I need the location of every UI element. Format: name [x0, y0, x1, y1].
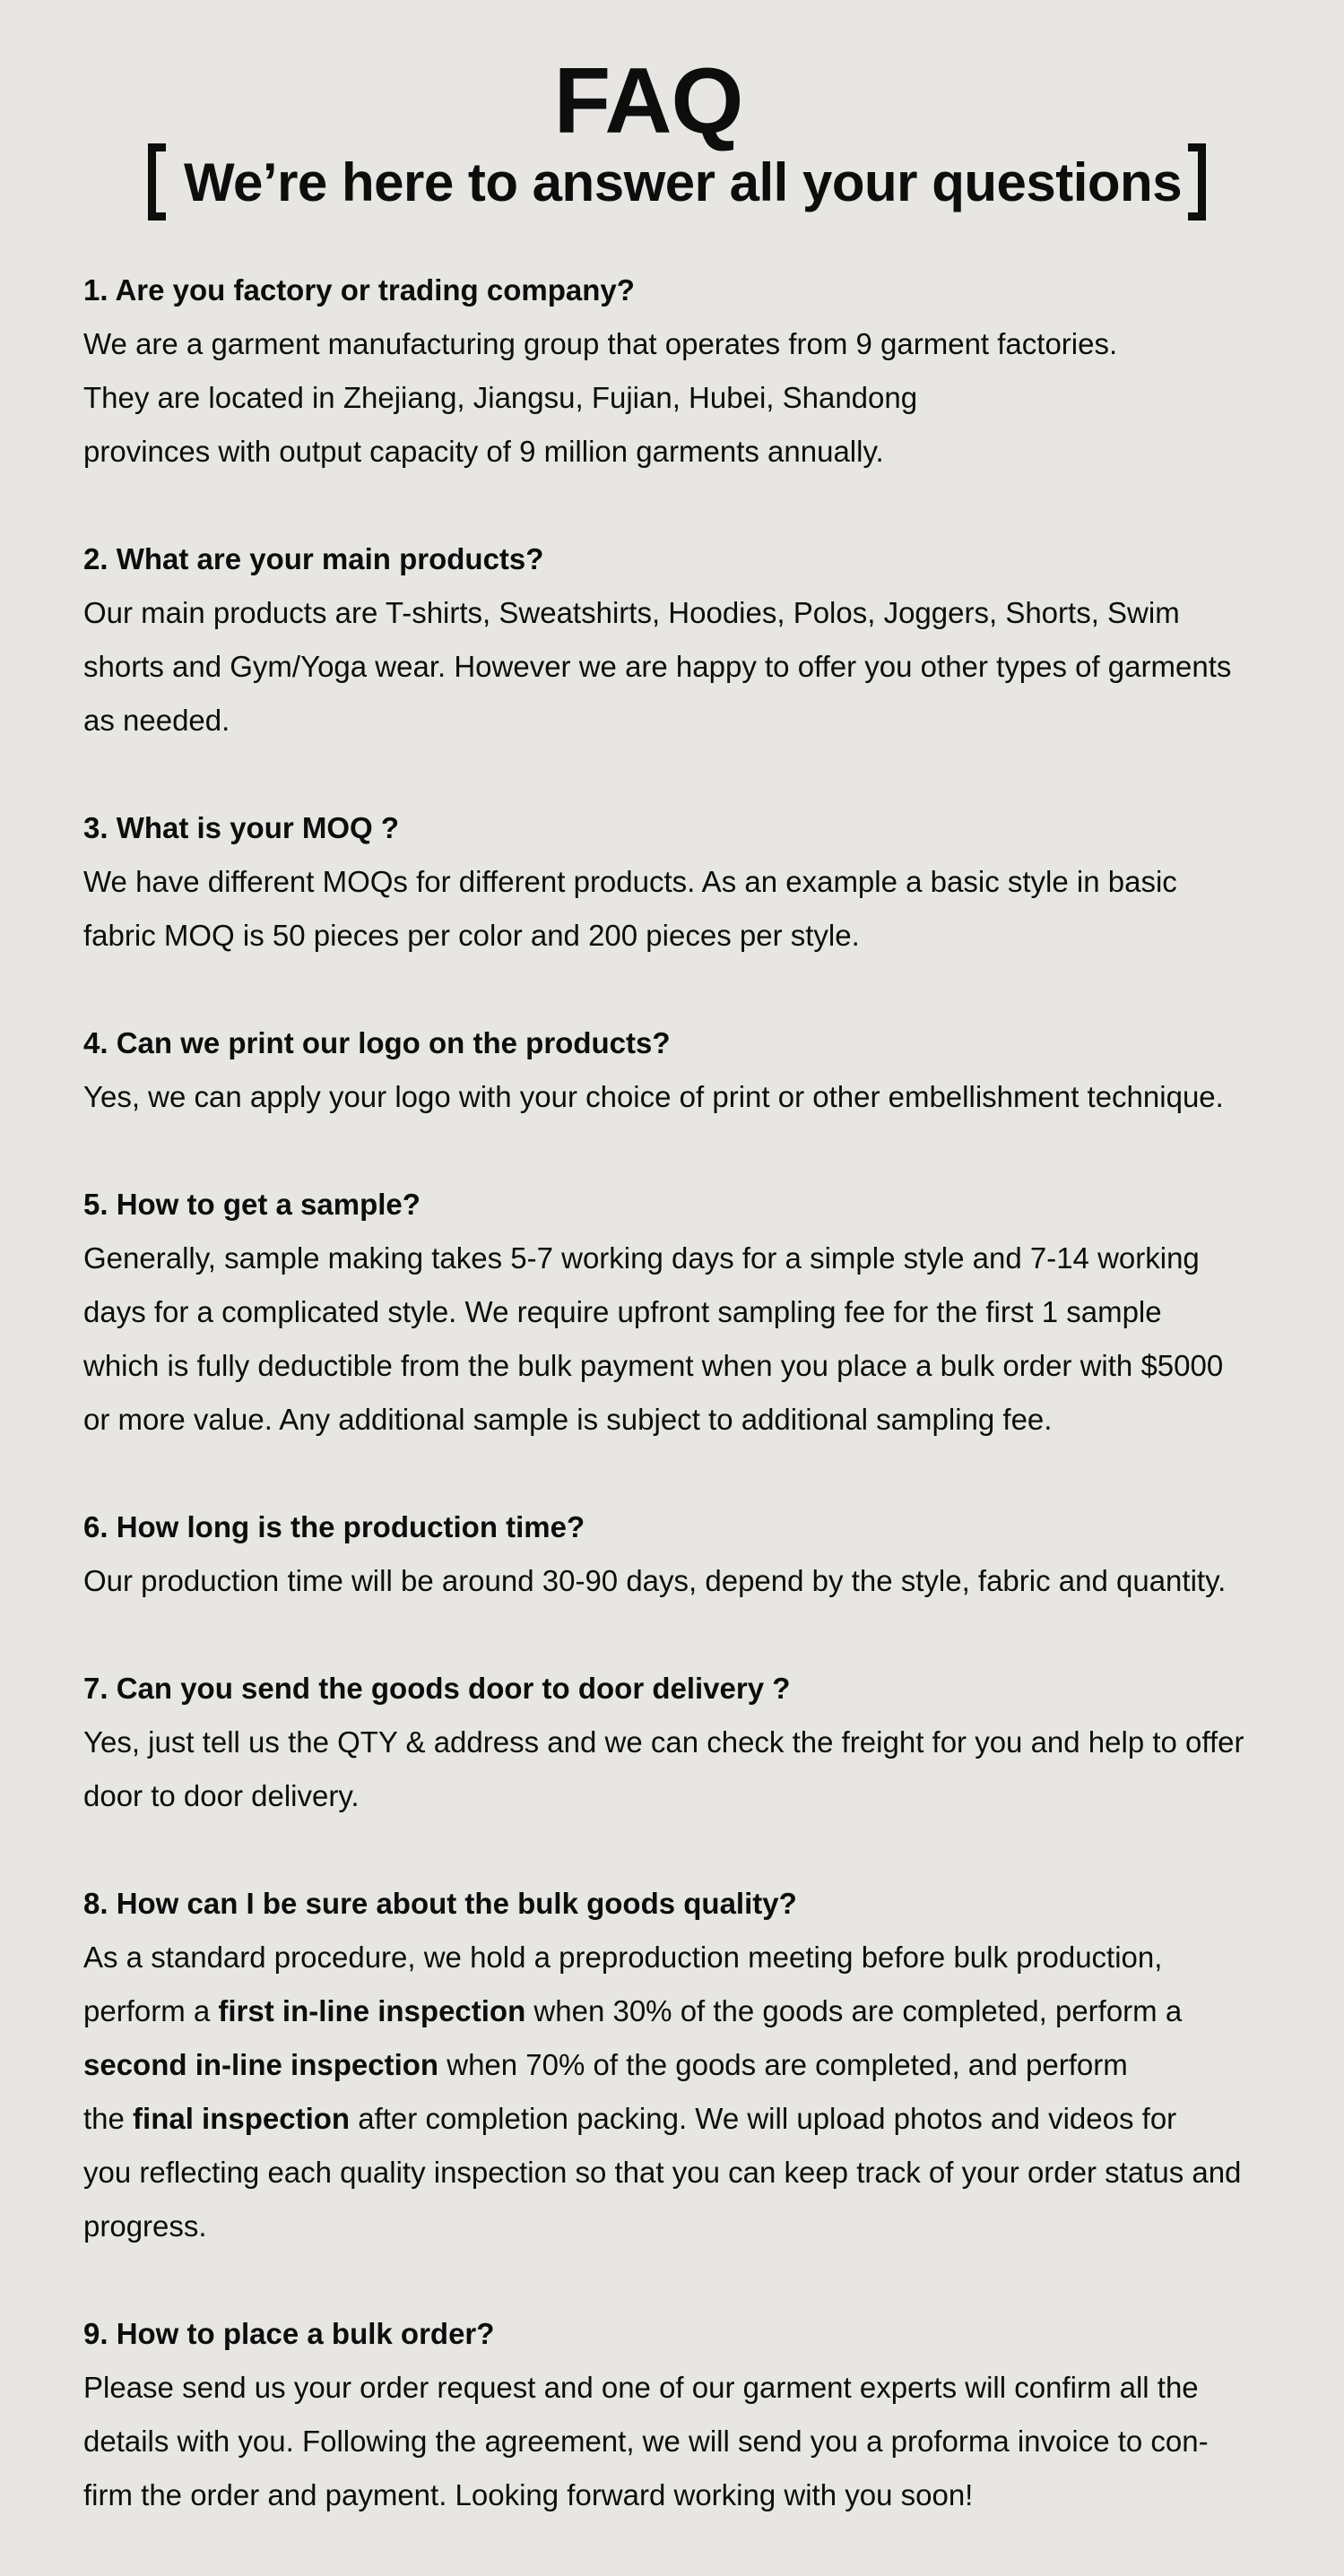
faq-question: 4. Can we print our logo on the products? [83, 1026, 671, 1059]
answer-text: the [83, 2102, 134, 2135]
faq-answer-line: We have different MOQs for different products. As an example a basic style in basic [83, 865, 1177, 898]
faq-question: 2. What are your main products? [83, 542, 544, 575]
first-inline-inspection-emphasis: first in-line inspection [218, 1994, 526, 2027]
answer-text: when 70% of the goods are completed, and perform [438, 2048, 1128, 2081]
faq-answer-line: Our production time will be around 30-90 days, depend by the style, fabric and quantity. [83, 1564, 1227, 1597]
faq-answer-line: days for a complicated style. We require upfront sampling fee for the first 1 sample [83, 1295, 1162, 1328]
faq-item-logo-print [83, 1016, 1285, 1124]
faq-answer-line: firm the order and payment. Looking forward working with you soon! [83, 2478, 974, 2511]
faq-answer-line: fabric MOQ is 50 pieces per color and 200 pieces per style. [83, 919, 860, 952]
faq-answer-line: provinces with output capacity of 9 million garments annually. [83, 435, 884, 468]
faq-item-moq [83, 801, 1285, 963]
faq-item-main-products [83, 532, 1285, 748]
answer-text: when 30% of the goods are completed, perform a [525, 1994, 1183, 2027]
faq-list [83, 264, 1285, 2576]
faq-question: 8. How can I be sure about the bulk goods quality? [83, 1887, 797, 1920]
faq-answer-line: We are a garment manufacturing group that operates from 9 garment factories. [83, 327, 1118, 360]
faq-answer-line: As a standard procedure, we hold a preproduction meeting before bulk production, [83, 1941, 1163, 1974]
faq-question: 3. What is your MOQ ? [83, 811, 400, 844]
faq-answer-line: shorts and Gym/Yoga wear. However we are happy to offer you other types of garments [83, 650, 1232, 683]
faq-question: 1. Are you factory or trading company? [83, 273, 635, 307]
faq-answer-line: which is fully deductible from the bulk payment when you place a bulk order with $5000 [83, 1349, 1224, 1382]
faq-answer-line: They are located in Zhejiang, Jiangsu, Fujian, Hubei, Shandong [83, 381, 918, 414]
faq-answer-line: Please send us your order request and one of our garment experts will confirm all the [83, 2371, 1199, 2404]
second-inline-inspection-emphasis: second in-line inspection [83, 2048, 439, 2081]
faq-answer-line: door to door delivery. [83, 1779, 360, 1812]
faq-answer-line: Generally, sample making takes 5-7 working days for a simple style and 7-14 working [83, 1241, 1200, 1275]
faq-question: 6. How long is the production time? [83, 1510, 585, 1543]
faq-item-production-time [83, 1500, 1285, 1608]
faq-answer-line: or more value. Any additional sample is subject to additional sampling fee. [83, 1403, 1053, 1436]
left-bracket-icon [148, 143, 166, 220]
faq-answer-line [83, 1984, 1285, 2038]
faq-question: 9. How to place a bulk order? [83, 2317, 495, 2350]
faq-answer-line: Yes, just tell us the QTY & address and we can check the freight for you and help to offer [83, 1725, 1244, 1759]
faq-item-delivery [83, 1662, 1285, 1823]
faq-question: 5. How to get a sample? [83, 1188, 421, 1221]
faq-answer-line: Our main products are T-shirts, Sweatshirts, Hoodies, Polos, Joggers, Shorts, Swim [83, 596, 1180, 629]
faq-answer-line: Yes, we can apply your logo with your choice of print or other embellishment technique. [83, 1080, 1224, 1113]
answer-text: perform a [83, 1994, 219, 2027]
faq-answer-line: as needed. [83, 704, 230, 737]
faq-item-quality [83, 1877, 1285, 2253]
page-subtitle: We’re here to answer all your questions [184, 152, 1183, 212]
faq-answer-line: details with you. Following the agreement, we will send you a proforma invoice to con- [83, 2425, 1209, 2458]
faq-answer-line: progress. [83, 2209, 207, 2243]
subtitle-banner [148, 140, 1206, 226]
page-title: FAQ [553, 49, 743, 153]
answer-text: after completion packing. We will upload photos and videos for [350, 2102, 1177, 2135]
final-inspection-emphasis: final inspection [133, 2102, 351, 2135]
faq-answer-line [83, 2038, 1285, 2092]
faq-answer-line: you reflecting each quality inspection so that you can keep track of your order status and [83, 2156, 1242, 2189]
faq-item-bulk-order [83, 2307, 1285, 2522]
faq-item-factory [83, 264, 1285, 479]
faq-item-sample [83, 1178, 1285, 1447]
faq-question: 7. Can you send the goods door to door delivery ? [83, 1672, 791, 1705]
faq-answer-line [83, 2092, 1285, 2146]
right-bracket-icon [1188, 143, 1206, 220]
